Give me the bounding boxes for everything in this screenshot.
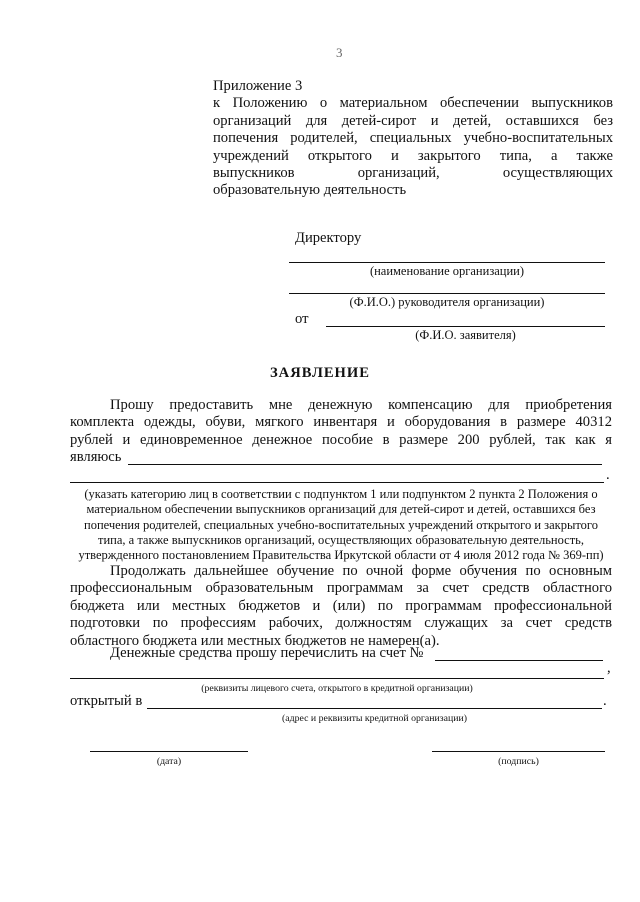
organization-caption: (наименование организации): [369, 264, 525, 278]
appendix-line: образовательную деятельность: [213, 182, 407, 199]
date-caption: (дата): [156, 756, 182, 767]
paragraph-line: рублей и единовременное денежное пособие в размере 200 рублей, так как я: [70, 431, 612, 448]
request-paragraph: [70, 397, 612, 449]
director-caption: (Ф.И.О.) руководителя организации): [349, 295, 545, 309]
account-caption: (реквизиты лицевого счета, открытого в кредитной организации): [201, 683, 473, 694]
paragraph-line: Прошу предоставить мне денежную компенсацию для приобретения: [110, 397, 612, 413]
paragraph-line: бюджета или местных бюджетов и (или) по программам профессиональной: [70, 597, 612, 614]
account-details-field[interactable]: [70, 678, 604, 679]
account-label: Денежные средства прошу перечислить на счет №: [110, 645, 424, 661]
paragraph-line: областного бюджета или местных бюджетов не намерен(а).: [70, 632, 440, 649]
appendix-line: попечения родителей, специальных учебно-воспитательных: [213, 130, 613, 147]
category-field-1[interactable]: [128, 464, 602, 465]
account-comma: ,: [607, 660, 611, 676]
note-line: (указать категорию лиц в соответствии с подпунктом 1 или подпунктом 2 пункта 2 Положения о: [84, 487, 598, 501]
page-number: 3: [336, 45, 343, 60]
appendix-header: [213, 78, 613, 200]
paragraph-line: профессиональным образовательным программам за счет средств областного: [70, 580, 612, 597]
category-period: .: [606, 467, 610, 483]
signature-field[interactable]: [432, 751, 605, 752]
paragraph-line: Продолжать дальнейшее обучение по очной форме обучения по основным: [110, 563, 612, 579]
category-note: [70, 487, 612, 563]
applicant-caption: (Ф.И.О. заявителя): [415, 328, 516, 342]
document-title: ЗАЯВЛЕНИЕ: [269, 365, 370, 381]
appendix-line: выпускников организаций, осуществляющих: [213, 165, 613, 182]
signature-caption: (подпись): [498, 756, 539, 767]
appendix-title: Приложение 3: [213, 78, 303, 94]
account-number-field[interactable]: [435, 660, 603, 661]
note-line: попечения родителей, специальных учебно-воспитательных учреждений открытого и закрытого: [84, 517, 598, 532]
appendix-line: к Положению о материальном обеспечении выпускников: [213, 95, 613, 112]
paragraph-line: комплекта одежды, обуви, мягкого инвентаря и оборудования в размере 40312: [70, 414, 612, 431]
appendix-line: учреждений открытого и закрытого типа, а также: [213, 147, 613, 164]
category-field-2[interactable]: [70, 482, 604, 483]
paragraph-line: подготовки по профессиям рабочих, должностям служащих за счет средств: [70, 615, 612, 632]
study-paragraph: [70, 563, 612, 650]
note-line: утвержденного постановлением Правительства Иркутской области от 4 июля 2012 года № 369-пп): [78, 548, 604, 563]
addressee-label: Директору: [295, 230, 362, 246]
note-line: типа, а также выпускников организаций, осуществляющих образовательную деятельность,: [98, 532, 584, 547]
note-line: материальном обеспечении выпускников организаций для детей-сирот и детей, оставшихся без: [86, 502, 596, 517]
iam-label: являюсь: [70, 449, 122, 465]
opened-label: открытый в: [70, 693, 143, 709]
from-label: от: [295, 311, 309, 327]
bank-caption: (адрес и реквизиты кредитной организации): [282, 713, 467, 724]
appendix-line: организаций для детей-сирот и детей, оставшихся без: [213, 112, 613, 129]
bank-period: .: [603, 693, 607, 709]
bank-details-field[interactable]: [147, 708, 602, 709]
date-field[interactable]: [90, 751, 248, 752]
